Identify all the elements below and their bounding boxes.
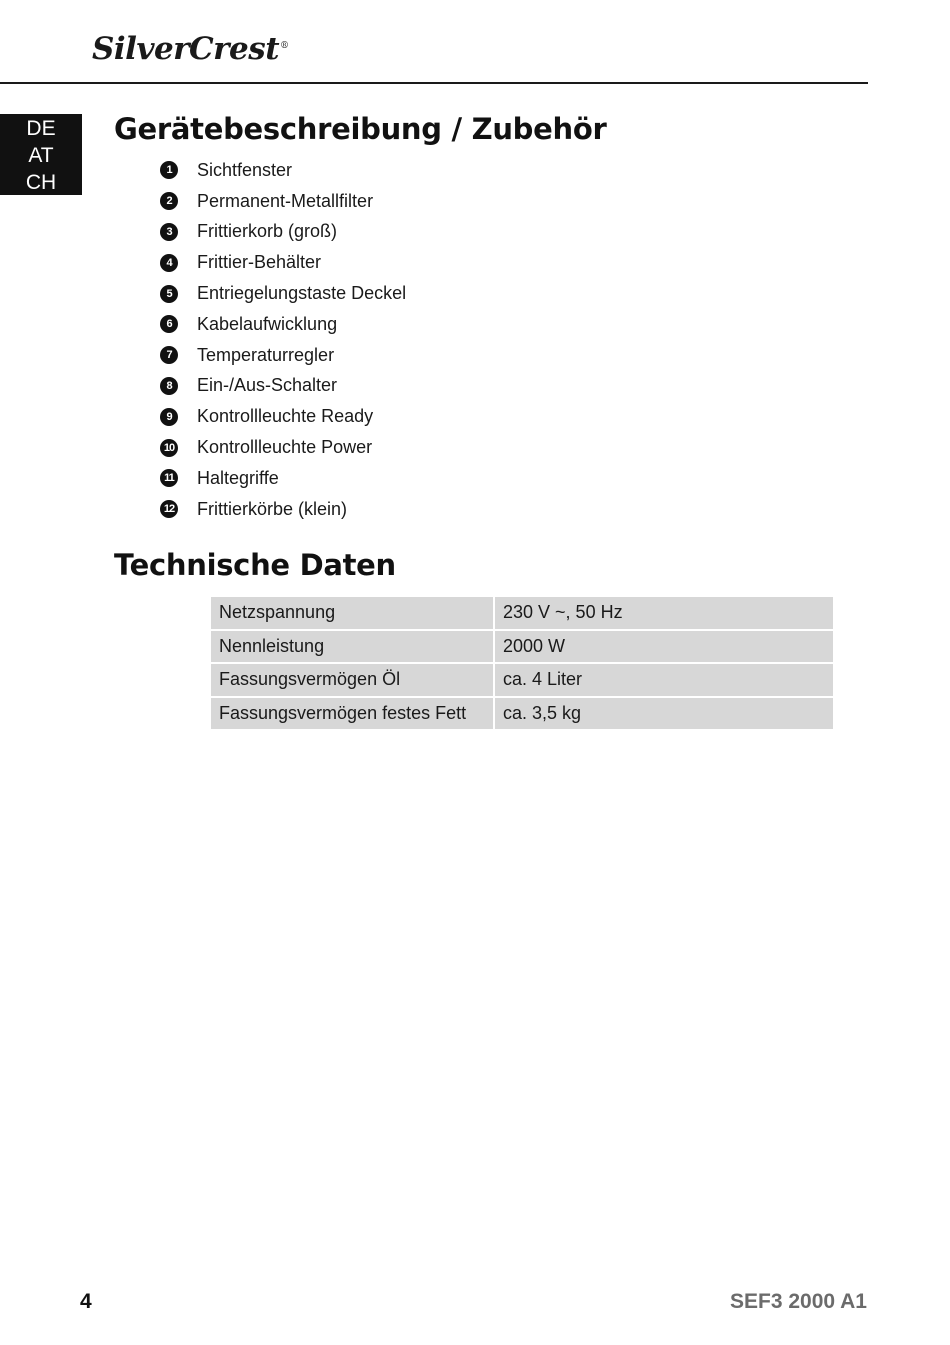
list-item [160,155,406,186]
item-label: Frittier-Behälter [197,252,322,273]
specs-table [209,595,835,731]
parts-list [160,155,406,525]
spec-key: Fassungsvermögen Öl [211,664,493,696]
page-number: 4 [80,1290,92,1313]
header-divider [0,82,868,84]
item-label: Entriegelungstaste Deckel [197,283,407,304]
item-number-badge: 11 [160,469,178,487]
item-label: Kabelaufwicklung [197,313,338,334]
item-label: Kontrollleuchte Ready [197,406,374,427]
model-number: SEF3 2000 A1 [730,1290,867,1313]
item-number-badge: 8 [160,377,178,395]
spec-key: Fassungsvermögen festes Fett [211,698,493,730]
item-number-badge: 9 [160,408,178,426]
section-title-specs: Technische Daten [114,548,396,582]
list-item [160,432,406,463]
item-label: Frittierkörbe (klein) [197,498,348,519]
item-number-badge: 2 [160,192,178,210]
item-number-badge: 5 [160,285,178,303]
language-code: AT [28,144,54,167]
table-row [211,597,833,629]
list-item [160,278,406,309]
list-item [160,247,406,278]
spec-value: ca. 4 Liter [495,664,833,696]
section-title-description: Gerätebeschreibung / Zubehör [114,112,607,146]
item-number-badge: 1 [160,161,178,179]
list-item [160,309,406,340]
item-number-badge: 3 [160,223,178,241]
list-item [160,217,406,248]
language-tab [0,114,82,195]
table-row [211,631,833,663]
item-number-badge: 10 [160,439,178,457]
language-code: CH [25,171,57,194]
list-item [160,371,406,402]
item-label: Permanent-Metallfilter [197,190,374,211]
list-item [160,340,406,371]
item-number-badge: 12 [160,500,178,518]
list-item [160,186,406,217]
brand-logo: SilverCrest® [92,31,289,67]
list-item [160,463,406,494]
item-label: Ein-/Aus-Schalter [197,375,338,396]
language-code: DE [26,117,56,140]
table-row [211,664,833,696]
item-label: Frittierkorb (groß) [197,221,338,242]
list-item [160,494,406,525]
list-item [160,401,406,432]
item-label: Sichtfenster [197,159,293,180]
item-number-badge: 6 [160,315,178,333]
item-label: Haltegriffe [197,467,279,488]
spec-value: 230 V ~, 50 Hz [495,597,833,629]
spec-key: Netzspannung [211,597,493,629]
item-label: Temperaturregler [197,344,335,365]
spec-value: 2000 W [495,631,833,663]
item-label: Kontrollleuchte Power [197,437,373,458]
item-number-badge: 4 [160,254,178,272]
table-row [211,698,833,730]
spec-key: Nennleistung [211,631,493,663]
item-number-badge: 7 [160,346,178,364]
spec-value: ca. 3,5 kg [495,698,833,730]
